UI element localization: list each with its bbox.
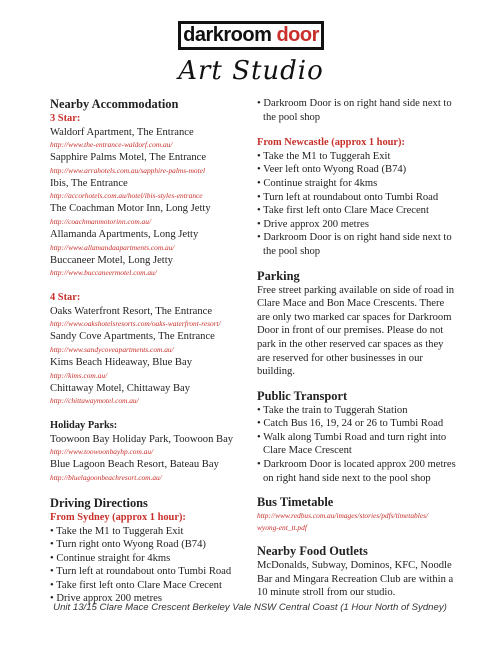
right-column <box>257 97 457 600</box>
accommodation-name: Buccaneer Motel, Long Jetty <box>50 254 173 266</box>
four-star-list <box>50 305 255 407</box>
accommodation-name: Oaks Waterfront Resort, The Entrance <box>50 305 213 317</box>
list-item: • Take the M1 to Tuggerah Exit <box>257 150 457 164</box>
sydney-steps <box>50 525 255 607</box>
transport-steps <box>257 404 457 486</box>
accommodation-title: Nearby Accommodation <box>50 97 179 111</box>
list-item: • Take the train to Tuggerah Station <box>257 404 457 418</box>
parking-title: Parking <box>257 268 300 283</box>
accommodation-name: Ibis, The Entrance <box>50 177 128 189</box>
accommodation-name: Toowoon Bay Holiday Park, Toowoon Bay <box>50 433 234 445</box>
accommodation-link[interactable]: http://www.buccaneermotel.com.au/ <box>50 268 157 278</box>
accommodation-link[interactable]: http://bluelagoonbeachresort.com.au/ <box>50 472 162 482</box>
list-item: • Take first left onto Clare Mace Crecent <box>50 579 255 593</box>
accommodation-name: Chittaway Motel, Chittaway Bay <box>50 382 191 394</box>
accommodation-link[interactable]: http://www.the-entrance-waldorf.com.au/ <box>50 140 173 150</box>
accommodation-link[interactable]: http://www.oakshotelsresorts.com/oaks-waterfront-resort/ <box>50 319 221 329</box>
list-item: • Darkroom Door is located approx 200 metres on right hand side next to the pool shop <box>257 458 457 485</box>
bus-timetable-link-cont[interactable]: wyong-ent_tt.pdf <box>257 523 307 533</box>
accommodation-name: The Coachman Motor Inn, Long Jetty <box>50 203 211 215</box>
list-item: • Turn right onto Wyong Road (B74) <box>50 538 255 552</box>
list-item: • Drive approx 200 metres <box>50 592 255 606</box>
accommodation-name: Blue Lagoon Beach Resort, Bateau Bay <box>50 459 219 471</box>
list-item: • Drive approx 200 metres <box>257 218 457 232</box>
logo-subtitle: Art Studio <box>178 56 324 86</box>
accommodation-name: Kims Beach Hideaway, Blue Bay <box>50 356 192 368</box>
newcastle-steps <box>257 150 457 259</box>
accommodation-name: Waldorf Apartment, The Entrance <box>50 126 194 138</box>
driving-title: Driving Directions <box>50 495 148 510</box>
accommodation-link[interactable]: http://chittawaymotel.com.au/ <box>50 396 139 406</box>
list-item: • Veer left onto Wyong Road (B74) <box>257 163 457 177</box>
list-item: • Catch Bus 16, 19, 24 or 26 to Tumbi Road <box>257 417 457 431</box>
list-item: • Turn left at roundabout onto Tumbi Road <box>50 565 255 579</box>
four-star-heading: 4 Star: <box>50 292 81 304</box>
accommodation-link[interactable]: http://www.arrahotels.com.au/sapphire-palms-motel <box>50 165 205 175</box>
logo-wordmark <box>178 21 324 50</box>
list-item: • Darkroom Door is on right hand side next to the pool shop <box>257 231 457 258</box>
holiday-parks-list <box>50 433 255 484</box>
list-item: • Turn left at roundabout onto Tumbi Road <box>257 191 457 205</box>
accommodation-link[interactable]: http://coachmanmotorinn.com.au/ <box>50 216 151 226</box>
newcastle-heading: From Newcastle (approx 1 hour): <box>257 137 405 149</box>
transport-title: Public Transport <box>257 388 348 403</box>
accommodation-link[interactable]: http://www.sandycoveapartments.com.au/ <box>50 344 174 354</box>
holiday-parks-heading: Holiday Parks: <box>50 420 118 432</box>
three-star-heading: 3 Star: <box>50 113 81 124</box>
accommodation-name: Sandy Cove Apartments, The Entrance <box>50 331 215 343</box>
sydney-steps-continued <box>257 97 457 124</box>
food-title: Nearby Food Outlets <box>257 544 368 559</box>
list-item: • Take first left onto Clare Mace Crecent <box>257 204 457 218</box>
accommodation-link[interactable]: http://accorhotels.com.au/hotel/ibis-styles-entrance <box>50 191 203 201</box>
accommodation-name: Allamanda Apartments, Long Jetty <box>50 228 199 240</box>
parking-text: Free street parking available on side of road in Clare Mace and Bon Mace Crescents. There are only two marked car spaces for Darkroom Door in front of our premises. Please do not park in the other reserved car spaces as they are reserved for other businesses in our building. <box>257 284 455 378</box>
bus-title: Bus Timetable <box>257 495 334 510</box>
footer-address: Unit 13/15 Clare Mace Crescent Berkeley Vale NSW Central Coast (1 Hour North of Sydney) <box>53 602 447 613</box>
accommodation-link[interactable]: http://kims.com.au/ <box>50 370 108 380</box>
three-star-list <box>50 126 255 280</box>
logo-part-darkroom: darkroom <box>183 24 272 46</box>
list-item: • Walk along Tumbi Road and turn right into Clare Mace Crescent <box>257 431 457 458</box>
list-item: • Continue straight for 4kms <box>257 177 457 191</box>
list-item: • Darkroom Door is on right hand side next to the pool shop <box>257 97 457 124</box>
logo <box>178 21 324 86</box>
list-item: • Take the M1 to Tuggerah Exit <box>50 525 255 539</box>
sydney-heading: From Sydney (approx 1 hour): <box>50 511 186 523</box>
food-text: McDonalds, Subway, Dominos, KFC, Noodle Bar and Mingara Recreation Club are within a 10 minute stroll from our studio. <box>257 560 454 599</box>
accommodation-link[interactable]: http://www.toowoonbayhp.com.au/ <box>50 447 154 457</box>
logo-part-door: door <box>276 24 319 46</box>
bus-timetable-link[interactable]: http://www.redbus.com.au/images/stories/pdfs/timetables/ <box>257 511 429 521</box>
accommodation-link[interactable]: http://www.allamandaapartments.com.au/ <box>50 242 175 252</box>
left-column <box>50 97 255 606</box>
accommodation-name: Sapphire Palms Motel, The Entrance <box>50 152 207 164</box>
list-item: • Continue straight for 4kms <box>50 552 255 566</box>
